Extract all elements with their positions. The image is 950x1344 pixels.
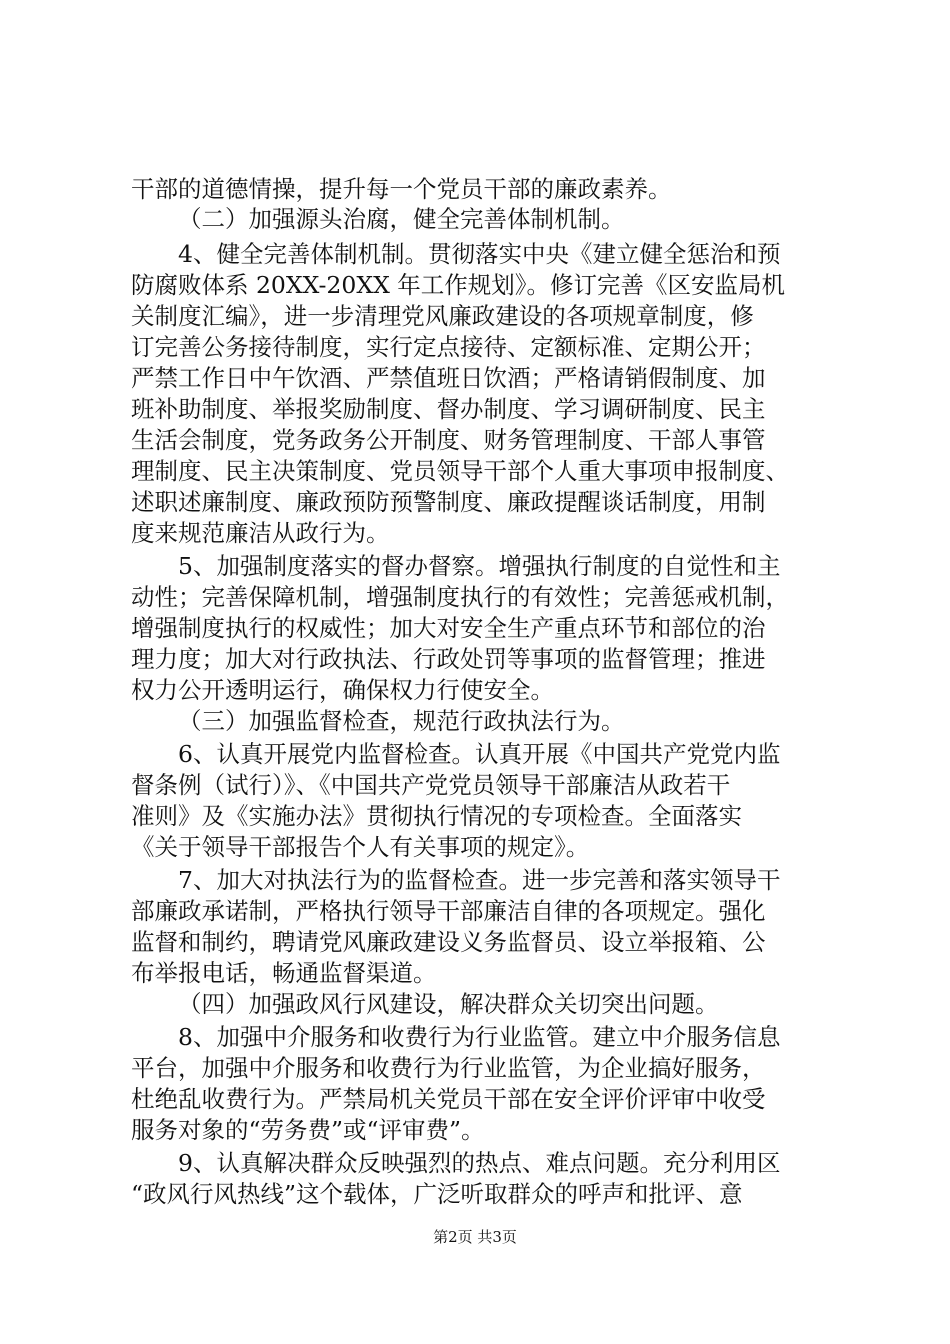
- text-line: 服务对象的“劳务费”或“评审费”。: [131, 1116, 485, 1144]
- text-line: 7、加大对执法行为的监督检查。进一步完善和落实领导干: [178, 866, 781, 894]
- text-line: 权力公开透明运行，确保权力行使安全。: [131, 676, 554, 704]
- text-line: 动性；完善保障机制，增强制度执行的有效性；完善惩戒机制，: [131, 583, 789, 611]
- section-heading: （二）加强源头治腐，健全完善体制机制。: [178, 205, 625, 233]
- text-line: 订完善公务接待制度，实行定点接待、定额标准、定期公开；: [131, 333, 766, 361]
- text-line: 准则》及《实施办法》贯彻执行情况的专项检查。全面落实: [131, 802, 742, 830]
- text-line: 监督和制约，聘请党风廉政建设义务监督员、设立举报箱、公: [131, 928, 766, 956]
- text-line: 杜绝乱收费行为。严禁局机关党员干部在安全评价评审中收受: [131, 1085, 766, 1113]
- text-line: 干部的道德情操，提升每一个党员干部的廉政素养。: [131, 175, 672, 203]
- text-line: 关制度汇编》，进一步清理党风廉政建设的各项规章制度，修: [131, 302, 754, 330]
- text-line: 述职述廉制度、廉政预防预警制度、廉政提醒谈话制度，用制: [131, 488, 766, 516]
- text-line: 部廉政承诺制，严格执行领导干部廉洁自律的各项规定。强化: [131, 897, 766, 925]
- section-heading: （三）加强监督检查，规范行政执法行为。: [178, 707, 625, 735]
- text-line: 督条例（试行）》、《中国共产党党员领导干部廉洁从政若干: [131, 771, 731, 799]
- page-number-footer: 第2页 共3页: [433, 1228, 517, 1246]
- text-line: 理制度、民主决策制度、党员领导干部个人重大事项申报制度、: [131, 457, 789, 485]
- text-line: 8、加强中介服务和收费行为行业监管。建立中介服务信息: [178, 1023, 781, 1051]
- text-line: 增强制度执行的权威性；加大对安全生产重点环节和部位的治: [131, 614, 766, 642]
- section-heading: （四）加强政风行风建设，解决群众关切突出问题。: [178, 990, 719, 1018]
- text-line: 生活会制度，党务政务公开制度、财务管理制度、干部人事管: [131, 426, 766, 454]
- text-line: 6、认真开展党内监督检查。认真开展《中国共产党党内监: [178, 740, 781, 768]
- text-line: 平台，加强中介服务和收费行为行业监管，为企业搞好服务，: [131, 1054, 766, 1082]
- text-line: 防腐败体系 20XX-20XX 年工作规划》。修订完善《区安监局机: [131, 271, 786, 299]
- text-line: “政风行风热线”这个载体，广泛听取群众的呼声和批评、意: [131, 1180, 743, 1208]
- text-line: 9、认真解决群众反映强烈的热点、难点问题。充分利用区: [178, 1149, 781, 1177]
- text-line: 严禁工作日中午饮酒、严禁值班日饮酒；严格请销假制度、加: [131, 364, 766, 392]
- text-line: 度来规范廉洁从政行为。: [131, 519, 390, 547]
- text-line: 4、健全完善体制机制。贯彻落实中央《建立健全惩治和预: [178, 240, 781, 268]
- text-line: 班补助制度、举报奖励制度、督办制度、学习调研制度、民主: [131, 395, 766, 423]
- text-line: 理力度；加大对行政执法、行政处罚等事项的监督管理；推进: [131, 645, 766, 673]
- text-line: 布举报电话，畅通监督渠道。: [131, 959, 437, 987]
- text-line: 5、加强制度落实的督办督察。增强执行制度的自觉性和主: [178, 552, 781, 580]
- text-line: 《关于领导干部报告个人有关事项的规定》。: [131, 833, 590, 861]
